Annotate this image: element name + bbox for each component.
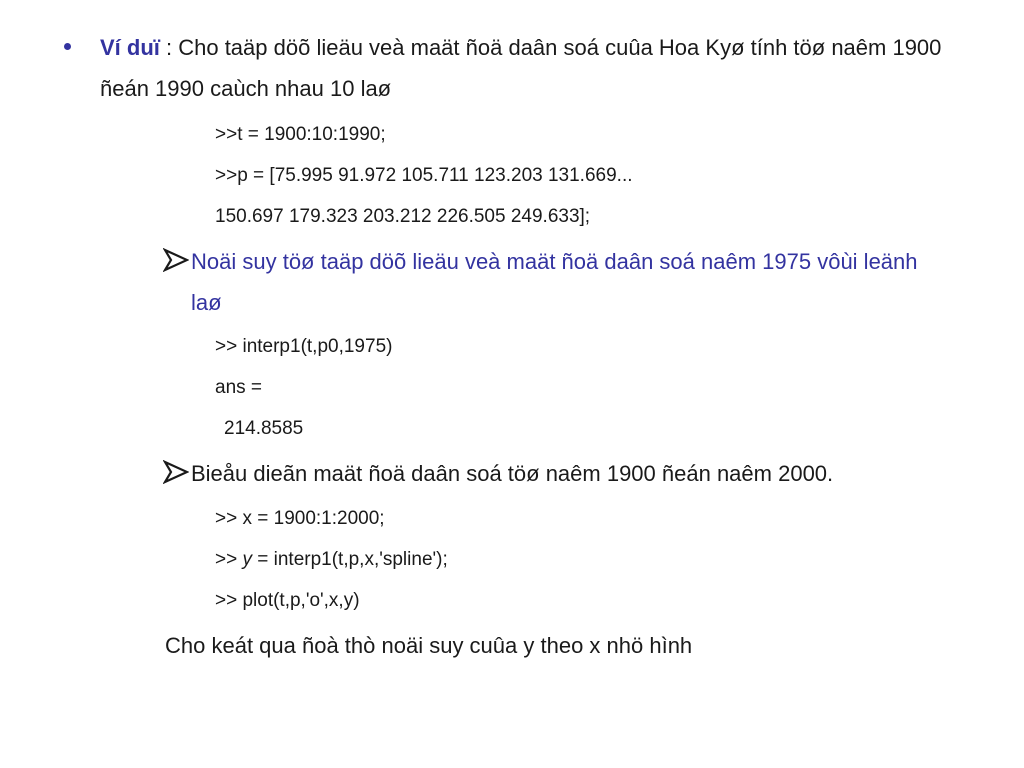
- code-line-t: >>t = 1900:10:1990;: [215, 124, 386, 145]
- example-text-line2: ñeán 1990 caùch nhau 10 laø: [100, 76, 392, 101]
- arrow-bullet-icon: [163, 460, 189, 484]
- code-line-interp1: >> interp1(t,p0,1975): [215, 336, 393, 357]
- example-label: Ví duï: [100, 35, 160, 60]
- code-line-plot: >> plot(t,p,'o',x,y): [215, 590, 360, 611]
- arrow-bullet-icon: [163, 248, 189, 272]
- code-line-p-cont: 150.697 179.323 203.212 226.505 249.633];: [215, 206, 591, 227]
- section-1-line1: Noäi suy töø taäp döõ lieäu veà maät ñoä daân soá naêm 1975 vôùi leänh: [191, 249, 918, 274]
- code-line-result: 214.8585: [224, 418, 304, 439]
- conclusion-text: Cho keát qua ñoà thò noäi suy cuûa y theo x nhö hình: [165, 633, 693, 658]
- code-line-p: >>p = [75.995 91.972 105.711 123.203 131.669...: [215, 165, 633, 186]
- code-y-rest: = interp1(t,p,x,'spline');: [251, 549, 448, 570]
- bullet-dot: [64, 43, 71, 50]
- code-line-ans: ans =: [215, 377, 263, 398]
- code-line-y: [215, 550, 448, 569]
- example-line-1: [100, 37, 941, 59]
- example-text-line1: : Cho taäp döõ lieäu veà maät ñoä daân soá cuûa Hoa Kyø tính töø naêm 1900: [159, 35, 942, 60]
- code-y-var: y: [242, 549, 252, 570]
- section-2-text: Bieåu dieãn maät ñoä daân soá töø naêm 1900 ñeán naêm 2000.: [191, 461, 834, 486]
- section-1-line2: laø: [191, 290, 222, 315]
- code-line-x: >> x = 1900:1:2000;: [215, 508, 385, 529]
- code-y-prefix: >>: [215, 549, 243, 570]
